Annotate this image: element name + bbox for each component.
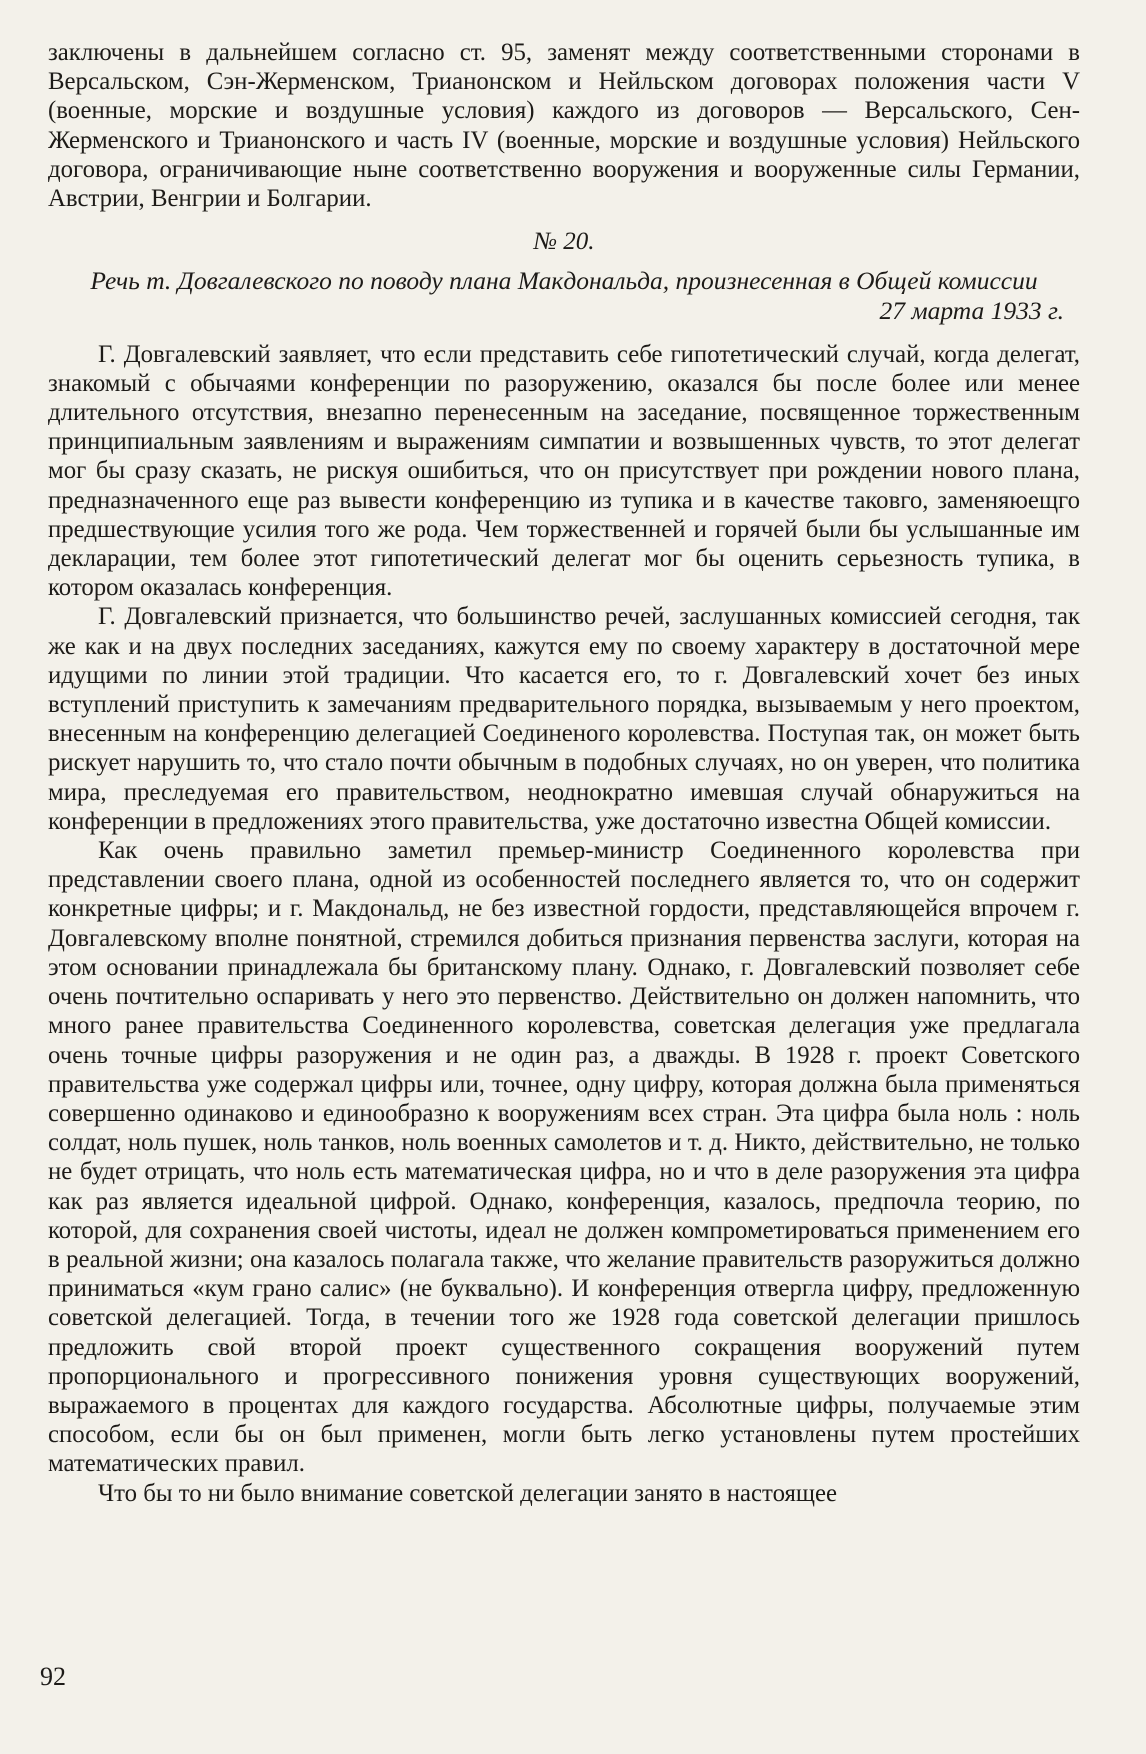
document-number: № 20. [533, 228, 595, 256]
intro-paragraph: заключены в дальнейшем согласно ст. 95, заменят между соответственными сторонами в Версальском, Сэн-Жерменском, Трианонском и Нейльском договорах положения части V (военные, морские и воздушные условия) каждого из договоров — Версальского, Сен-Жерменского и Трианонского и часть IV (военные, морские и воздушные условия) Нейльского договора, ограничивающие ныне соответственно вооружения и вооруженные силы Германии, Австрии, Венгрии и Болгарии. [48, 39, 1080, 213]
document-title: Речь т. Довгалевского по поводу плана Макдональда, произнесенная в Общей комиссии [90, 266, 1038, 296]
page-number: 92 [40, 1662, 66, 1691]
body-paragraph: Г. Довгалевский заявляет, что если представить себе гипотетический случай, когда делегат, знакомый с обычаями конференции по разоружению, оказался бы после более или менее длительного отсутствия, внезапно перенесенным на заседание, посвященное торжественным принципиальным заявлениям и выражениям симпатии и возвышенных чувств, то этот делегат мог бы сразу сказать, не рискуя ошибиться, что он присутствует при рождении нового плана, предназначенного еще раз вывести конференцию из тупика и в качестве таковго, заменяюещго предшествующие усилия того же рода. Чем торжественней и горячей были бы услышанные им декларации, тем более этот гипотетический делегат мог бы оценить серьезность тупика, в котором оказалась конференция. [48, 340, 1080, 602]
body-paragraph: Что бы то ни было внимание советской делегации занято в настоящее [98, 1479, 838, 1507]
body-paragraph: Как очень правильно заметил премьер-министр Соединенного королевства при представлении своего плана, одной из особенностей последнего является то, что он содержит конкретные цифры; и г. Макдональд, не без известной гордости, представляющейся впрочем г. Довгалевскому вполне понятной, стремился добиться признания первенства заслуги, которая на этом основании принадлежала бы британскому плану. Однако, г. Довгалевский позволяет себе очень почтительно оспаривать у него это первенство. Действительно он должен напомнить, что много ранее правительства Соединенного королевства, советская делегация уже предлагала очень точные цифры разоружения и не один раз, а дважды. В 1928 г. проект Советского правительства уже содержал цифры или, точнее, одну цифру, которая должна была применяться совершенно одинаково и единообразно к вооружениям всех стран. Эта цифра была ноль : ноль солдат, ноль пушек, ноль танков, ноль военных самолетов и т. д. Никто, действительно, не только не будет отрицать, что ноль есть математическая цифра, но и что в деле разоружения эта цифра как раз является идеальной цифрой. Однако, конференция, казалось, предпочла теорию, по которой, для сохранения своей чистоты, идеал не должен компрометироваться применением его в реальной жизни; она казалось полагала также, что желание правительств разоружиться должно приниматься «кум грано салис» (не буквально). И конференция отвергла цифру, предложенную советской делегацией. Тогда, в течении того же 1928 года советской делегации пришлось предложить свой второй проект существенного сокращения вооружений путем пропорционального и прогрессивного понижения уровня существующих вооружений, выражаемого в процентах для каждого государства. Абсолютные цифры, получаемые этим способом, если бы он был применен, могли быть легко установлены путем простейших математических правил. [48, 837, 1080, 1478]
page-content [48, 38, 1080, 1508]
body-paragraph: Г. Довгалевский признается, что большинство речей, заслушанных комиссией сегодня, так же как и на двух последних заседаниях, кажутся ему по своему характеру в достаточной мере идущими по линии этой традиции. Что касается его, то г. Довгалевский хочет без иных вступлений приступить к замечаниям предварительного порядка, вызываемым у него проектом, внесенным на конференцию делегацией Соединеного королевства. Поступая так, он может быть рискует нарушить то, что стало почти обычным в подобных случаях, но он уверен, что политика мира, преследуемая его правительством, неоднократно имевшая случай обнаружиться на конференции в предложениях этого правительства, уже достаточно известна Общей комиссии. [48, 603, 1080, 835]
document-date: 27 марта 1933 г. [879, 296, 1064, 326]
